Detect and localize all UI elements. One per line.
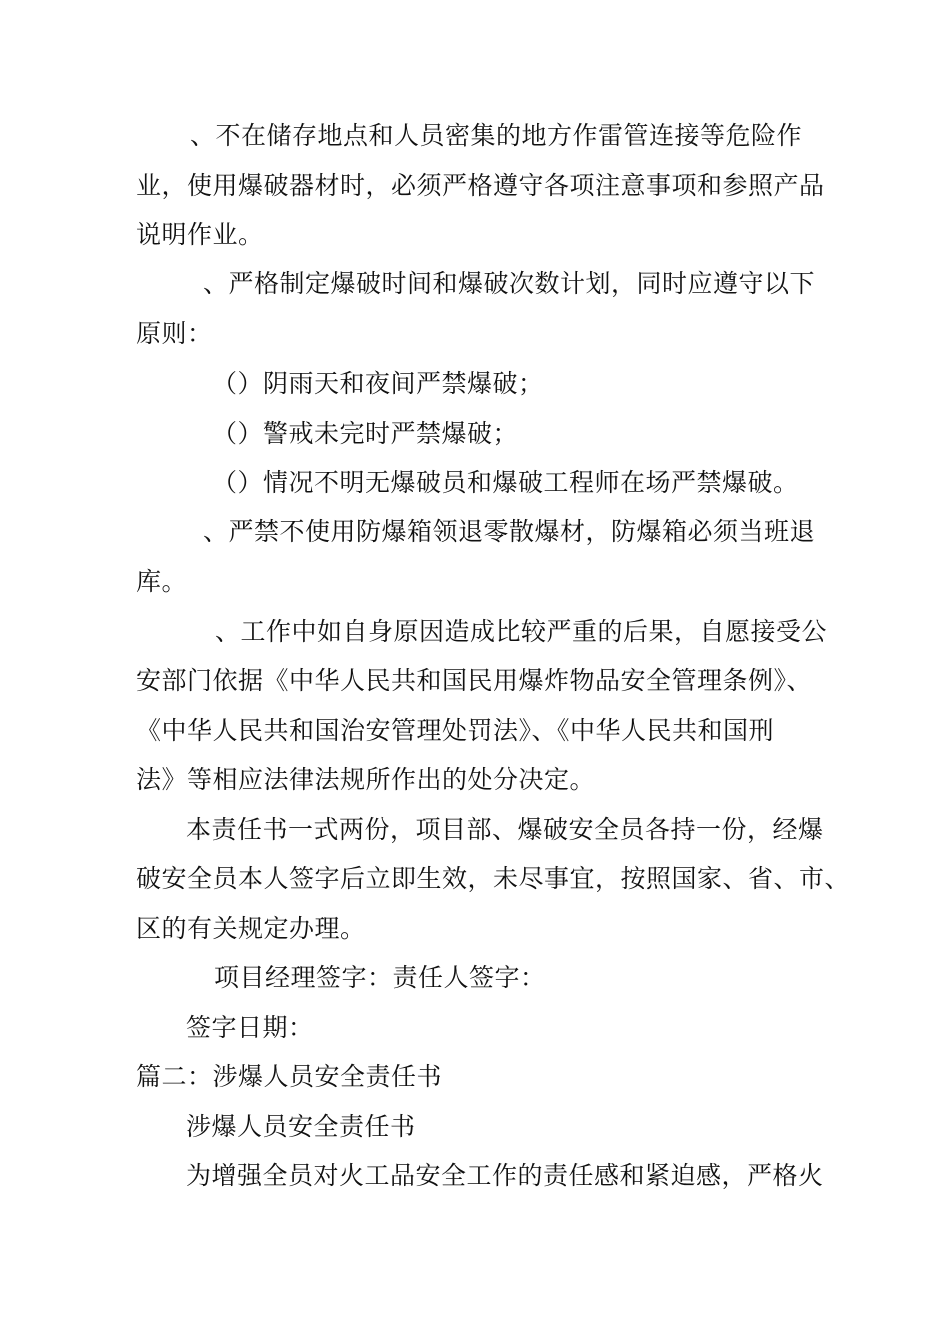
signature-date-line: 签字日期： xyxy=(186,1013,314,1042)
paragraph-line: 本责任书一式两份，项目部、爆破安全员各持一份，经爆 xyxy=(186,815,824,844)
paragraph-line: 说明作业。 xyxy=(136,220,264,249)
paragraph-line: 原则： xyxy=(136,319,213,348)
paragraph-line: 业，使用爆破器材时，必须严格遵守各项注意事项和参照产品 xyxy=(136,171,825,200)
paragraph-line: 《中华人民共和国治安管理处罚法》、《中华人民共和国刑 xyxy=(136,716,775,745)
list-item: （）阴雨天和夜间严禁爆破； xyxy=(212,369,544,398)
paragraph-line: 安部门依据《中华人民共和国民用爆炸物品安全管理条例》、 xyxy=(136,666,813,695)
paragraph-line: 、不在储存地点和人员密集的地方作雷管连接等危险作 xyxy=(190,121,803,150)
document-title: 涉爆人员安全责任书 xyxy=(186,1112,416,1141)
paragraph-line: 破安全员本人签字后立即生效，未尽事宜，按照国家、省、市、 xyxy=(136,864,851,893)
paragraph-line: 为增强全员对火工品安全工作的责任感和紧迫感，严格火 xyxy=(186,1161,824,1190)
paragraph-line: 法》等相应法律法规所作出的处分决定。 xyxy=(136,765,596,794)
section-heading: 篇二：涉爆人员安全责任书 xyxy=(136,1062,443,1091)
signature-line: 项目经理签字：责任人签字： xyxy=(214,963,546,992)
paragraph-line: 、严禁不使用防爆箱领退零散爆材，防爆箱必须当班退 xyxy=(203,517,816,546)
paragraph-line: 、严格制定爆破时间和爆破次数计划，同时应遵守以下 xyxy=(203,269,816,298)
list-item: （）情况不明无爆破员和爆破工程师在场严禁爆破。 xyxy=(212,468,799,497)
list-item: （）警戒未完时严禁爆破； xyxy=(212,419,519,448)
paragraph-line: 库。 xyxy=(136,567,188,596)
paragraph-line: 区的有关规定办理。 xyxy=(136,914,366,943)
paragraph-line: 、工作中如自身原因造成比较严重的后果，自愿接受公 xyxy=(215,617,828,646)
